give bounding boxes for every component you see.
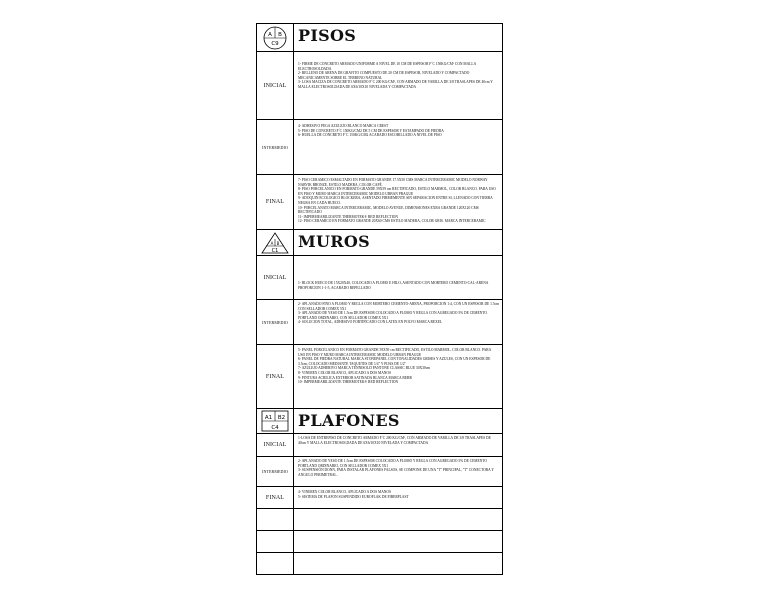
spec-line: 6- HUELLA DE CONCRETO F´C 150KG/CM2 ACABADO ESCOBILLADO A NIVEL DE PISO	[298, 133, 442, 138]
muros-symbol-c: C1	[271, 247, 279, 254]
muros-final-specs	[294, 345, 502, 408]
spec-line: 10- PORCELANATO MARCA INTERCERAMIC, MODELO AVENUE, DIMENSIONES EXRA GRANDE 120X120 CMS RECTIFICADO	[298, 205, 479, 215]
plafones-intermedio-label: INTERMEDIO	[262, 469, 288, 474]
pisos-symbol-icon	[260, 26, 290, 50]
spec-line: 5- PISO DE CONCRETO F´C 150KG/CM2 DE 5 CM DE ESPESOR Y ESTAMPADO DE PIEDRA	[298, 128, 444, 133]
spec-line: 8- VINIMEX COLOR BLANCO, APLICADO A DOS MANOS	[298, 370, 391, 375]
pisos-symbol	[257, 24, 294, 51]
pisos-title: PISOS	[298, 26, 357, 45]
pisos-symbol-a: A	[268, 31, 272, 38]
plafones-symbol-icon	[260, 410, 290, 432]
spec-line: 1-LOSA DE ENTREPISO DE CONCRETO ARMADO F´C 200 KG/CM², CON ARMADO DE VARILLA DE 3/8 TRASLAPES DE 40cm Y MALLA ELECTROSOLDADA DE 6X6/10X10 NIVELADA Y COMPACTADA	[298, 436, 491, 445]
spec-line: 6- PANEL DE PIEDRA NATURAL MARCA STONEPANEL CON TONALIDADES GRISES Y AZULES, CON UN ESPESOR DE 3.5cm, COLOCADO MEDIANTE TAQUETES DE 1/4" Y PIJAS DE 1/2"	[298, 357, 491, 366]
plafones-symbol-c: C4	[271, 425, 279, 431]
pisos-inicial-specs	[294, 52, 502, 119]
spec-line: 4- ADHESIVO PEGA AZULEJO BLANCO MARCA CREST	[298, 124, 389, 128]
muros-inicial-specs	[294, 256, 502, 299]
spec-line: 7- PISO CERAMICO ESMALTADO EN FORMATO GRANDE 17.5X50 CMS MARCA INTERCERAMIC MODELO NORWAY NARVIK BRONZE, ESTILO MADERA, COLOR CAFÉ.	[298, 178, 488, 187]
plafones-symbol-b: B2	[277, 415, 286, 421]
empty-row	[257, 508, 502, 530]
muros-title: MUROS	[298, 232, 370, 251]
spec-line: 1- FIRME DE CONCRETO ARMADO UNIFORME A NIVEL DE 10 CM DE ESPESOR F´C 150KG/CM² CON MALLA ELECTROSOLDADA	[298, 62, 476, 71]
spec-line: 3- SUSPENSIÓN DONN, PARA INSTALAR PLAFONES FALSOS, SE COMPONE DE UNA "T" PRINCIPAL, "T" CONECTORA Y ANGULO PERIMETRAL.	[298, 468, 494, 477]
muros-intermedio-label: INTERMEDIO	[262, 319, 288, 325]
muros-header-row	[257, 229, 502, 255]
plafones-intermedio-row	[257, 456, 502, 486]
plafones-symbol	[257, 409, 294, 433]
plafones-title: PLAFONES	[298, 411, 400, 430]
pisos-symbol-c: C9	[271, 40, 279, 47]
spec-line: 2- APLANADO DE YESO DE 1.5cm DE ESPESOR COLOCADO A PLOMO Y REGLA CON AGREGADO 5% DE CEMENTO PORTLAND ORDINARIO, CON SELLADOR COMEX 5X1	[298, 459, 488, 468]
empty-row	[257, 530, 502, 552]
muros-inicial-label: INICIAL	[263, 274, 287, 281]
spec-line: 1- BLOCK HUECO DE 15X20X40, COLOCADO A PLOMO E HILO, ASENTADO CON MORTERO CEMENTO-CAL-ARENA PROPORCION 1-1-5, ACABADO REPELLADO	[298, 281, 489, 290]
plafones-inicial-label: INICIAL	[263, 442, 287, 448]
spec-line: 4- SOLUCION TOTAL, ADHESIVO FORTIFICADO CON LATEX EN POLVO MARCA REXEL	[298, 320, 443, 325]
pisos-inicial-row	[257, 51, 502, 119]
spec-line: 9- PINTURA ACRILICA EXTERIOR SATINADA BLANCA MARCA BEHR	[298, 375, 412, 380]
pisos-intermedio-row	[257, 119, 502, 174]
muros-final-row	[257, 344, 502, 408]
pisos-final-specs	[294, 175, 502, 229]
pisos-inicial-label: INICIAL	[263, 82, 287, 89]
empty-row	[257, 552, 502, 574]
muros-symbol	[257, 230, 294, 255]
muros-symbol-a: A	[270, 240, 274, 246]
pisos-intermedio-specs	[294, 120, 502, 174]
plafones-intermedio-specs	[294, 457, 502, 486]
spec-line: 5- PANEL PORCELANICO EN FORMATO GRANDE 59X59 cm RECTIFICADO, ESTILO MARMOL, COLOR BLANCO. PARA USO EN PISO Y MURO MARCA INTERCERAMIC MODELO URBAN PRAGUE	[298, 348, 492, 357]
finishes-table	[256, 23, 503, 575]
muros-symbol-b: B	[276, 240, 280, 246]
plafones-final-row	[257, 486, 502, 508]
muros-symbol-icon	[261, 232, 289, 254]
plafones-symbol-a: A1	[264, 415, 273, 421]
plafones-inicial-row	[257, 433, 502, 456]
pisos-final-row	[257, 174, 502, 229]
spec-line: 8- PISO PORCELANICO EN FORMATO GRANDE 59X59 cm RECTIFICADO, ESTILO MARMOL, COLOR BLANCO. PARA USO EN PISO Y MURO MARCA INTERCERAMIC MODELO URBAN PRAGUE	[298, 187, 496, 196]
spec-line: 2- APLANADO FINO A PLOMO Y REGLA CON MORTERO CEMENTO-ARENA, PROPORCION 1:4, CON UN ESPESOR DE 1.5cm CON SELLADOR COMEX 5X1	[298, 302, 500, 311]
spec-line: 11- IMPERMEABILIZANTE THERMOTEK® RED REFLECTION	[298, 214, 398, 219]
spec-line: 10- IMPERMEABILIZANTE THERMOTEK® RED REFLECTION	[298, 380, 399, 385]
muros-intermedio-specs	[294, 300, 502, 344]
plafones-final-specs	[294, 487, 502, 508]
muros-final-label: FINAL	[265, 373, 285, 380]
pisos-intermedio-label: INTERMEDIO	[262, 144, 288, 150]
muros-inicial-row	[257, 255, 502, 299]
spec-line: 3- APLANADO DE YESO DE 1.5cm DE ESPESOR COLOCADO A PLOMO Y REGLA CON AGREGADO 5% DE CEMENTO PORTLAND ORDINARIO, CON SELLADOR COMEX 5X1	[298, 311, 488, 320]
spec-line: 5- SISTEMA DE PLAFON SUSPENDIDO EUROFLAK DE FIBERPLAST	[298, 494, 409, 499]
plafones-header-row	[257, 408, 502, 433]
pisos-symbol-b: B	[278, 31, 282, 38]
spec-line: 9- ADOQUIN ECOLOGICO BLOCKERA, ASENTADO FIRMEMENTE SIN SEPARACION ENTRE SI, LLENADO CON TIERRA NEGRA EN CADA HUECO.	[298, 196, 493, 205]
pisos-final-label: FINAL	[265, 199, 285, 205]
muros-intermedio-row	[257, 299, 502, 344]
plafones-final-label: FINAL	[265, 494, 285, 501]
plafones-inicial-specs	[294, 434, 502, 456]
spec-line: 4- VINIMEX COLOR BLANCO, APLICADO A DOS MANOS	[298, 490, 391, 494]
spec-line: 7- AZULEJO ADHERIVO MARCA TENNISOLD PANTONE CLASSIC BLUE 30X30cm	[298, 366, 431, 371]
spec-line: 3- LOSA MACIZA DE CONCRETO ARMADO F´C 200 KG/CM², CON ARMADO DE VARILLA DE 3/8 TRASLAPES DE 40cm Y MALLA ELECTROSOLDADA DE 6X6/10X10 NIVELADA Y COMPACTADA	[298, 80, 493, 89]
pisos-header-row	[257, 24, 502, 51]
spec-line: 2- RELLENO DE ARENA DE GRAVITO COMPUESTO DE 20 CM DE ESPESOR, NIVELADO Y COMPACTADO MECANICAMENTE SOBRE EL TERRENO NATURAL	[298, 71, 470, 80]
spec-line: 12- PISO CERAMICO EN FORMATO GRANDE 20X60 CMS ESTILO MADERA, COLOR GRIS. MARCA INTERCERAMIC	[298, 219, 486, 224]
